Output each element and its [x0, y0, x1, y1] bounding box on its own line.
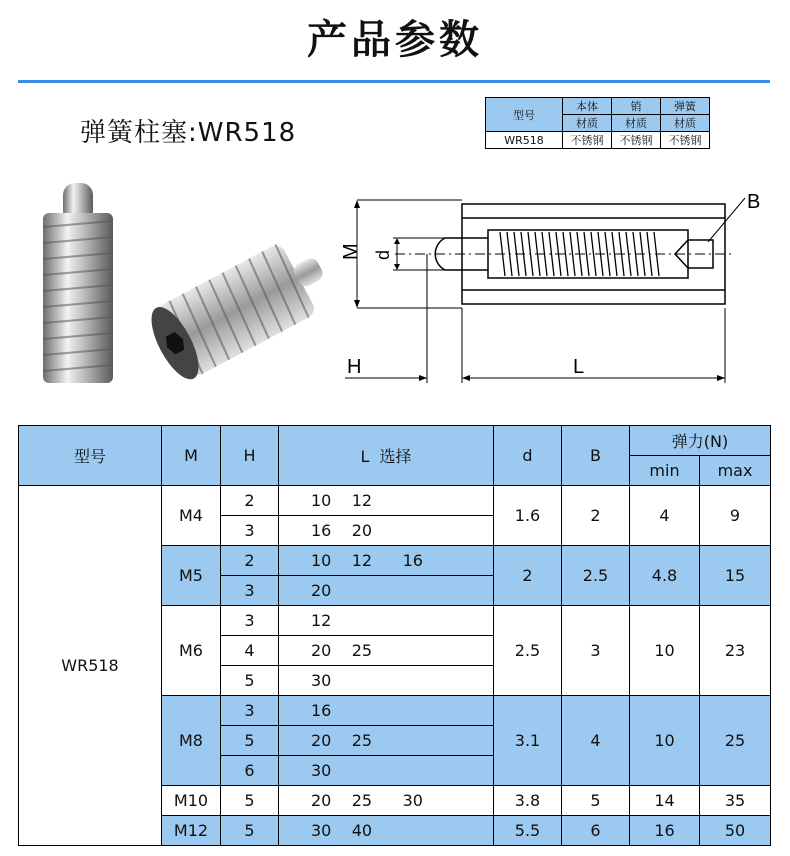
d-cell: 2.5	[494, 606, 562, 696]
header-d: d	[494, 426, 562, 486]
header-max: max	[700, 456, 771, 486]
h-cell: 2	[221, 486, 279, 516]
h-cell: 2	[221, 546, 279, 576]
max-cell: 15	[700, 546, 771, 606]
max-cell: 23	[700, 606, 771, 696]
min-cell: 4	[630, 486, 700, 546]
header-force: 弹力(N)	[630, 426, 771, 456]
min-cell: 4.8	[630, 546, 700, 606]
h-cell: 3	[221, 696, 279, 726]
h-cell: 3	[221, 606, 279, 636]
technical-drawing	[335, 178, 775, 393]
product-name: 弹簧柱塞:WR518	[80, 118, 297, 148]
l-cell: 16 20	[279, 516, 494, 546]
dim-label-l: L	[573, 356, 585, 378]
h-cell: 5	[221, 726, 279, 756]
max-cell: 25	[700, 696, 771, 786]
plunger-vertical-image	[43, 183, 113, 383]
l-cell: 20 25	[279, 636, 494, 666]
page-title: 产品参数	[307, 17, 483, 63]
dim-label-d: d	[373, 249, 393, 260]
material-value: 不锈钢	[563, 132, 612, 149]
h-cell: 5	[221, 786, 279, 816]
header-l: L 选择	[279, 426, 494, 486]
header-model: 型号	[19, 426, 162, 486]
b-cell: 5	[562, 786, 630, 816]
l-cell: 16	[279, 696, 494, 726]
dim-label-h: H	[347, 356, 362, 378]
l-cell: 30	[279, 756, 494, 786]
header-h: H	[221, 426, 279, 486]
material-row-label: WR518	[486, 132, 563, 149]
dim-label-b: B	[747, 191, 761, 213]
l-cell: 10 12 16	[279, 546, 494, 576]
product-photo	[18, 165, 338, 405]
m-cell: M8	[162, 696, 221, 786]
material-sub-label: 材质	[612, 115, 661, 132]
b-cell: 6	[562, 816, 630, 846]
l-cell: 30 40	[279, 816, 494, 846]
l-cell: 10 12	[279, 486, 494, 516]
h-cell: 6	[221, 756, 279, 786]
h-cell: 3	[221, 576, 279, 606]
material-value: 不锈钢	[612, 132, 661, 149]
plunger-lying-image	[142, 231, 338, 386]
d-cell: 5.5	[494, 816, 562, 846]
dim-label-m: M	[340, 243, 362, 260]
b-cell: 2.5	[562, 546, 630, 606]
material-table	[485, 97, 710, 149]
b-cell: 4	[562, 696, 630, 786]
material-sub-label: 材质	[563, 115, 612, 132]
m-cell: M6	[162, 606, 221, 696]
material-header-label: 型号	[486, 98, 563, 132]
b-cell: 2	[562, 486, 630, 546]
material-value: 不锈钢	[661, 132, 710, 149]
header-min: min	[630, 456, 700, 486]
material-part-spring: 弹簧	[661, 98, 710, 115]
d-cell: 3.8	[494, 786, 562, 816]
m-cell: M12	[162, 816, 221, 846]
max-cell: 35	[700, 786, 771, 816]
l-cell: 20	[279, 576, 494, 606]
header-underline	[18, 80, 770, 83]
model-cell: WR518	[19, 486, 162, 846]
l-cell: 20 25	[279, 726, 494, 756]
material-part-body: 本体	[563, 98, 612, 115]
spec-table	[18, 425, 771, 846]
m-cell: M10	[162, 786, 221, 816]
h-cell: 3	[221, 516, 279, 546]
material-part-pin: 销	[612, 98, 661, 115]
header-m: M	[162, 426, 221, 486]
d-cell: 3.1	[494, 696, 562, 786]
material-sub-label: 材质	[661, 115, 710, 132]
b-cell: 3	[562, 606, 630, 696]
min-cell: 16	[630, 816, 700, 846]
d-cell: 1.6	[494, 486, 562, 546]
l-cell: 12	[279, 606, 494, 636]
m-cell: M5	[162, 546, 221, 606]
header-b: B	[562, 426, 630, 486]
min-cell: 10	[630, 696, 700, 786]
max-cell: 9	[700, 486, 771, 546]
h-cell: 4	[221, 636, 279, 666]
min-cell: 10	[630, 606, 700, 696]
h-cell: 5	[221, 666, 279, 696]
d-cell: 2	[494, 546, 562, 606]
min-cell: 14	[630, 786, 700, 816]
l-cell: 30	[279, 666, 494, 696]
l-cell: 20 25 30	[279, 786, 494, 816]
max-cell: 50	[700, 816, 771, 846]
header	[0, 0, 790, 80]
h-cell: 5	[221, 816, 279, 846]
m-cell: M4	[162, 486, 221, 546]
